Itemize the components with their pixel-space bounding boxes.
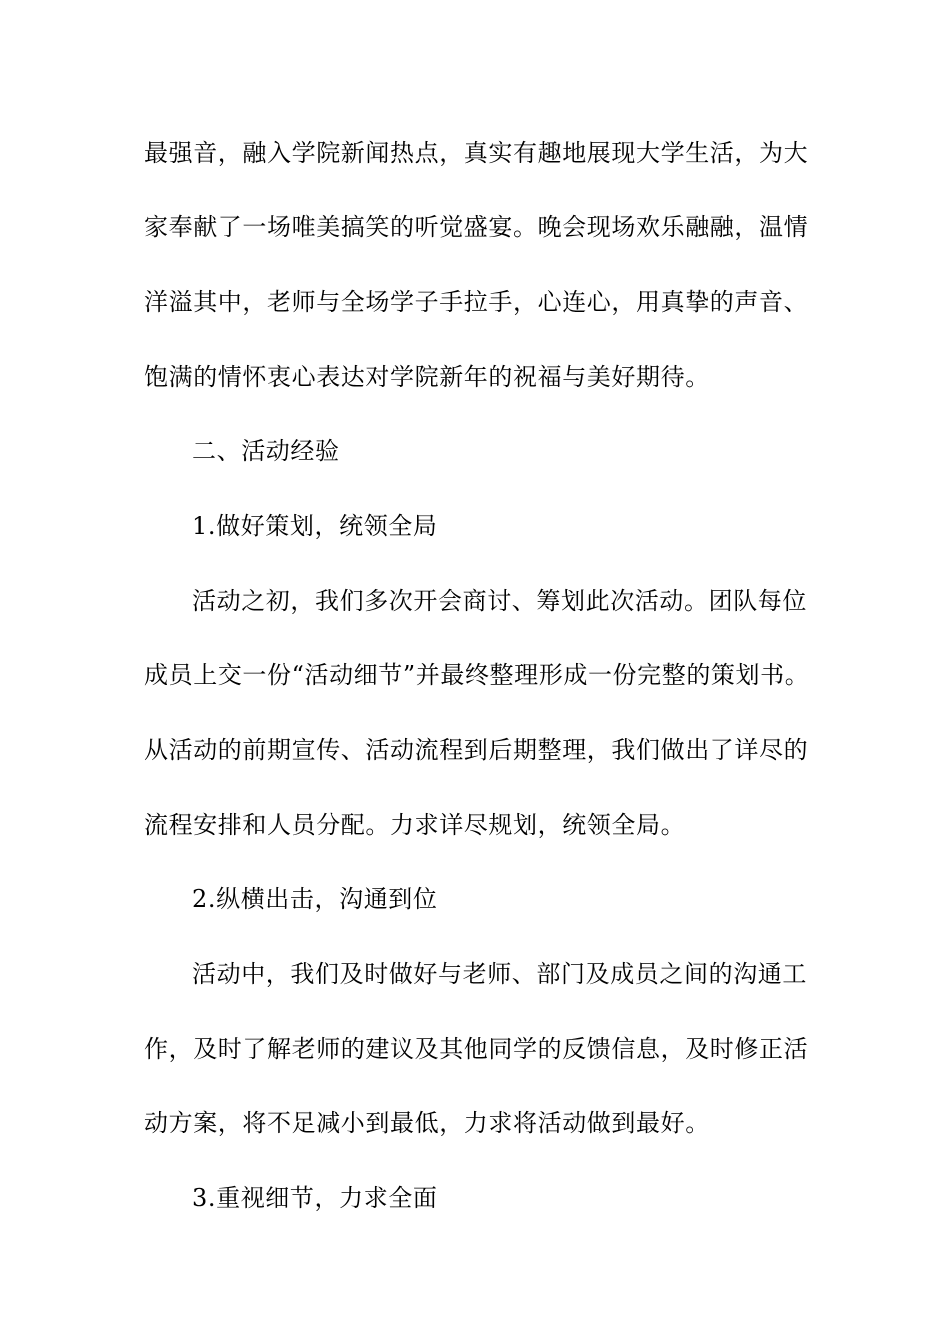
paragraph-line: 活动之初，我们多次开会商讨、筹划此次活动。团队每位 <box>192 587 807 615</box>
section-heading: 二、活动经验 <box>192 437 340 465</box>
subsection-heading: 3.重视细节，力求全面 <box>192 1184 438 1212</box>
subsection-heading: 2.纵横出击，沟通到位 <box>192 885 438 913</box>
paragraph-line: 活动中，我们及时做好与老师、部门及成员之间的沟通工 <box>192 960 807 988</box>
paragraph-line: 流程安排和人员分配。力求详尽规划，统领全局。 <box>144 811 686 839</box>
paragraph-line: 家奉献了一场唯美搞笑的听觉盛宴。晚会现场欢乐融融，温情 <box>144 213 809 241</box>
paragraph-line: 成员上交一份“活动细节”并最终整理形成一份完整的策划书。 <box>144 661 810 689</box>
paragraph-line: 洋溢其中，老师与全场学子手拉手，心连心，用真挚的声音、 <box>144 288 809 316</box>
paragraph-line: 最强音，融入学院新闻热点，真实有趣地展现大学生活，为大 <box>144 139 809 167</box>
subsection-heading: 1.做好策划，统领全局 <box>192 512 438 540</box>
paragraph-line: 作，及时了解老师的建议及其他同学的反馈信息，及时修正活 <box>144 1035 809 1063</box>
paragraph-line: 动方案，将不足减小到最低，力求将活动做到最好。 <box>144 1109 710 1137</box>
paragraph-line: 饱满的情怀衷心表达对学院新年的祝福与美好期待。 <box>144 363 710 391</box>
paragraph-line: 从活动的前期宣传、活动流程到后期整理，我们做出了详尽的 <box>144 736 809 764</box>
